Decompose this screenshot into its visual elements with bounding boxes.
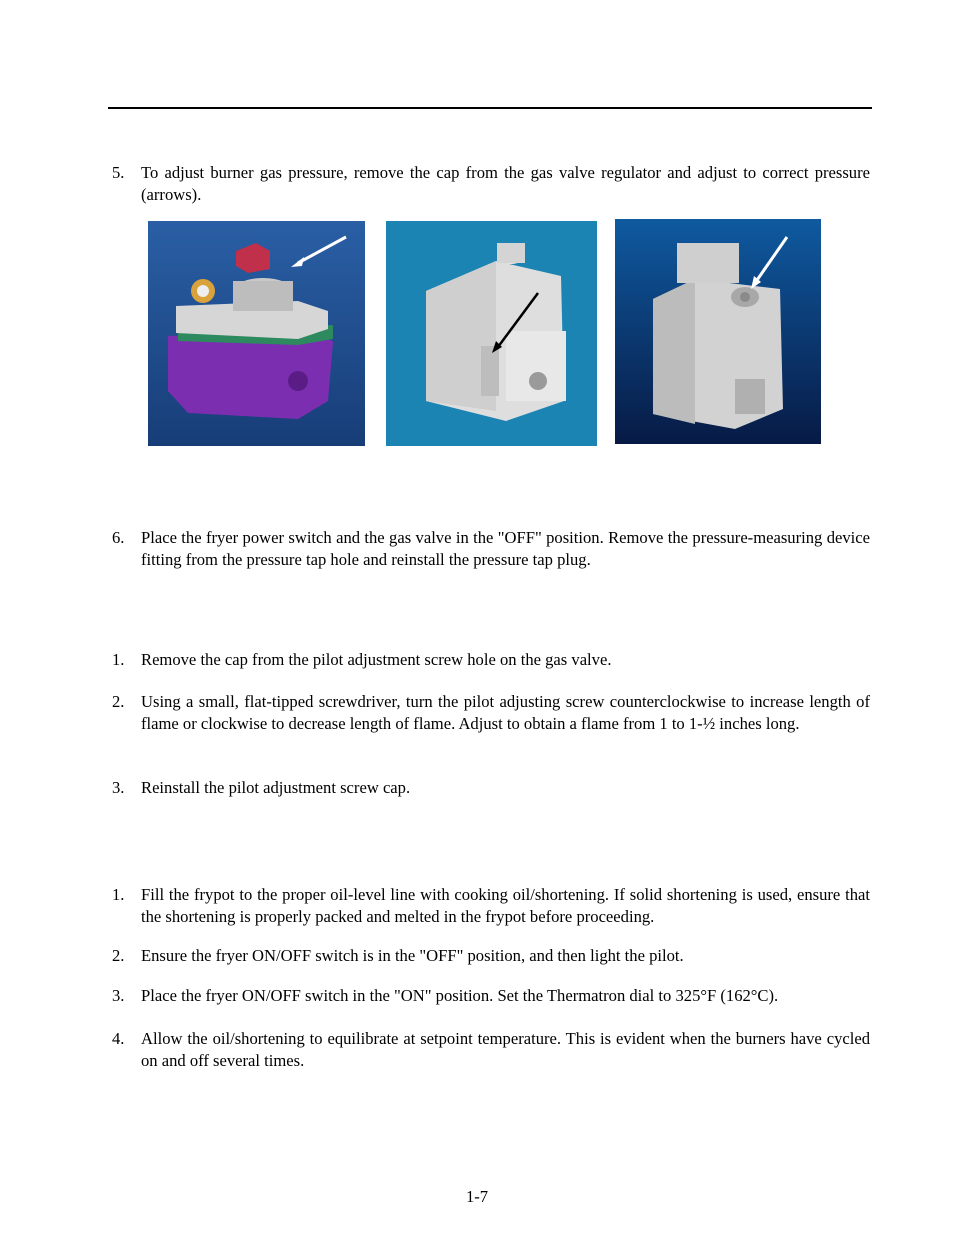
step-number: 6.	[112, 528, 125, 547]
step-c-2	[112, 945, 870, 967]
step-text: Reinstall the pilot adjustment screw cap.	[141, 778, 411, 797]
step-number: 1.	[112, 885, 125, 904]
step-number: 2.	[112, 692, 125, 711]
step-number: 1.	[112, 650, 125, 669]
step-b-3	[112, 777, 870, 799]
step-number: 5.	[112, 163, 125, 182]
header-rule	[108, 107, 872, 109]
step-b-1	[112, 649, 870, 671]
step-a-5	[112, 162, 870, 205]
gas-valve-silver-icon	[386, 221, 597, 446]
gas-valve-purple-icon	[148, 221, 365, 446]
step-text: Place the fryer power switch and the gas valve in the "OFF" position. Remove the pressure-measuring device fitting from the pressure tap hole and reinstall the pressure tap plug.	[141, 528, 870, 569]
step-text: Place the fryer ON/OFF switch in the "ON" position. Set the Thermatron dial to 325°F (162°C).	[141, 986, 779, 1005]
step-text: Allow the oil/shortening to equilibrate at setpoint temperature. This is evident when the burners have cycled on and off several times.	[141, 1029, 870, 1070]
step-b-2	[112, 691, 870, 734]
step-text: To adjust burner gas pressure, remove the cap from the gas valve regulator and adjust to correct pressure (arrows).	[141, 163, 870, 204]
step-number: 4.	[112, 1029, 125, 1048]
step-c-4	[112, 1028, 870, 1071]
step-number: 3.	[112, 778, 125, 797]
gas-valve-figure-1	[148, 221, 365, 446]
step-c-3	[112, 985, 870, 1007]
step-text: Ensure the fryer ON/OFF switch is in the "OFF" position, and then light the pilot.	[141, 946, 684, 965]
step-a-6	[112, 527, 870, 570]
step-text: Using a small, flat-tipped screwdriver, turn the pilot adjusting screw counterclockwise to increase length of flame or clockwise to decrease length of flame. Adjust to obtain a flame from 1 to 1-½ inches long.	[141, 692, 870, 733]
gas-valve-figure-2	[386, 221, 597, 446]
step-text: Fill the frypot to the proper oil-level line with cooking oil/shortening. If solid shortening is used, ensure that the shortening is properly packed and melted in the frypot before proceeding.	[141, 885, 870, 926]
step-number: 3.	[112, 986, 125, 1005]
gas-valve-gray-icon	[615, 219, 821, 444]
step-text: Remove the cap from the pilot adjustment screw hole on the gas valve.	[141, 650, 612, 669]
page-number: 1-7	[465, 1187, 489, 1206]
step-c-1	[112, 884, 870, 927]
gas-valve-figure-3	[615, 219, 821, 444]
step-number: 2.	[112, 946, 125, 965]
